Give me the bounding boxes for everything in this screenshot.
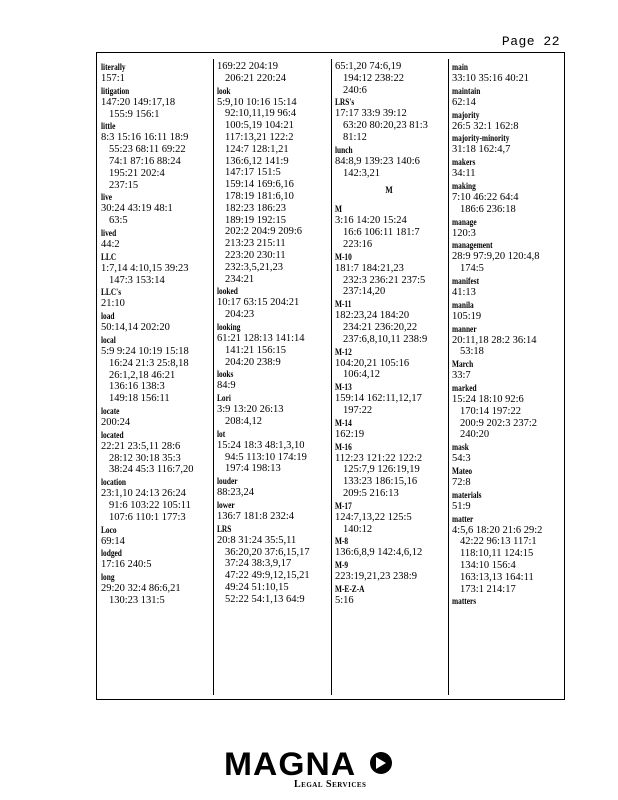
index-reference: 33:10 35:16 40:21 [452,73,530,84]
index-reference: 159:14 162:11,12,17 [335,393,422,405]
index-reference: 136:16 138:3 [109,381,165,393]
index-reference: 202:2 204:9 209:6 [225,226,303,238]
index-reference: 5:9 9:24 10:19 15:18 [101,345,189,357]
index-reference: 84:8,9 139:23 140:6 [335,155,420,167]
index-reference: 186:6 236:18 [460,203,516,215]
arrow-circle-icon [370,752,392,774]
index-term: looks [217,369,234,380]
index-reference: 124:7,13,22 125:5 [335,511,412,523]
index-term: M-E-Z-A [335,583,365,594]
index-reference: 240:20 [460,429,490,441]
index-reference: 26:5 32:1 162:8 [452,120,519,132]
index-reference: 1:7,14 4:10,15 39:23 [101,262,189,274]
index-reference: 232:3,5,21,23 [225,261,284,273]
index-reference: 136:7 181:8 232:4 [217,510,295,522]
section-letter: M [385,186,393,197]
index-reference: 84:9 [217,380,236,392]
index-reference: 169:22 204:19 [217,61,278,72]
index-term: mask [452,442,469,453]
index-reference: 47:22 49:9,12,15,21 [225,570,310,582]
index-reference: 134:10 156:4 [460,559,516,571]
index-reference: 7:10 46:22 64:4 [452,191,519,203]
index-reference: 208:4,12 [225,415,263,427]
index-term: load [101,311,115,322]
index-reference: 5:16 [335,594,354,606]
index-term: majority [452,109,480,120]
index-reference: 223:20 230:11 [225,249,286,261]
index-term: Mateo [452,465,473,476]
index-reference: 112:23 121:22 122:2 [335,452,423,464]
index-reference: 10:17 63:15 204:21 [217,297,300,309]
index-reference: 194:12 238:22 [343,72,404,84]
index-term: M-13 [335,382,352,393]
index-term: local [101,334,116,345]
index-reference: 34:11 [452,168,476,180]
index-reference: 136:6,8,9 142:4,6,12 [335,547,423,559]
index-reference: 20:8 31:24 35:5,11 [217,534,297,546]
index-term: located [101,429,124,440]
logo-wordmark: MAGNA [224,746,357,782]
index-reference: 62:14 [452,96,476,108]
index-reference: 104:20,21 105:16 [335,357,410,369]
index-term: lunch [335,144,353,155]
index-reference: 159:14 169:6,16 [225,179,294,191]
index-term: Lori [217,393,231,404]
index-reference: 213:23 215:11 [225,238,286,250]
index-reference: 133:23 186:15,16 [343,476,418,488]
index-term: matters [452,596,477,607]
index-reference: 105:19 [452,310,482,322]
column-divider [448,59,449,695]
index-term: M-17 [335,500,352,511]
index-term: M-9 [335,560,349,571]
index-reference: 189:19 192:15 [225,214,286,226]
index-reference: 16:6 106:11 181:7 [343,227,420,239]
index-term: lived [101,227,117,238]
index-reference: 206:21 220:24 [225,72,286,84]
index-column-3 [335,61,443,695]
index-term: manage [452,216,477,227]
index-reference: 117:13,21 122:2 [225,131,294,143]
index-reference: 42:22 96:13 117:1 [460,536,537,548]
index-reference: 63:20 80:20,23 81:3 [343,120,428,132]
index-term: majority-minority [452,133,510,144]
index-term: making [452,180,476,191]
index-term: LRS's [335,97,355,108]
index-reference: 17:16 240:5 [101,559,152,571]
index-reference: 106:4,12 [343,369,381,381]
index-term: M-8 [335,536,349,547]
index-term: M-14 [335,417,352,428]
index-reference: 33:7 [452,370,471,382]
index-term: lodged [101,548,122,559]
index-reference: 37:24 38:3,9,17 [225,558,292,570]
index-reference: 100:5,19 104:21 [225,120,294,132]
index-term: marked [452,382,477,393]
index-reference: 234:21 236:20,22 [343,321,418,333]
index-reference: 63:5 [109,215,128,227]
index-reference: 237:15 [109,179,139,191]
index-reference: 29:20 32:4 86:6,21 [101,583,181,595]
index-term: LLC's [101,287,122,298]
index-reference: 120:3 [452,227,476,239]
index-term: long [101,572,115,583]
index-term: looking [217,321,241,332]
index-reference: 170:14 197:22 [460,405,521,417]
index-reference: 38:24 45:3 116:7,20 [109,464,194,476]
index-reference: 173:1 214:17 [460,583,516,595]
index-reference: 118:10,11 124:15 [460,548,534,560]
index-term: louder [217,476,238,487]
index-reference: 240:6 [343,84,367,96]
index-reference: 55:23 68:11 69:22 [109,144,186,156]
index-reference: 61:21 128:13 141:14 [217,332,305,344]
index-reference: 149:18 156:11 [109,393,170,405]
index-term: management [452,240,493,251]
index-reference: 209:5 216:13 [343,487,399,499]
index-reference: 52:22 54:1,13 64:9 [225,593,305,605]
index-term: manila [452,299,474,310]
index-term: manifest [452,275,480,286]
index-reference: 232:3 236:21 237:5 [343,274,426,286]
index-reference: 15:24 18:3 48:1,3,10 [217,439,305,451]
index-reference: 174:5 [460,263,484,275]
index-reference: 20:11,18 28:2 36:14 [452,334,537,346]
index-reference: 26:1,2,18 46:21 [109,369,176,381]
index-reference: 28:9 97:9,20 120:4,8 [452,251,540,263]
index-reference: 147:3 153:14 [109,274,165,286]
index-reference: 181:7 184:21,23 [335,262,404,274]
index-reference: 223:16 [343,238,373,250]
index-reference: 16:24 21:3 25:8,18 [109,357,189,369]
index-term: Loco [101,524,117,535]
index-column-1 [101,61,209,695]
index-term: maintain [452,85,481,96]
index-reference: 130:23 131:5 [109,594,165,606]
index-reference: 3:9 13:20 26:13 [217,404,284,416]
index-term: lot [217,428,226,439]
index-reference: 178:19 181:6,10 [225,190,294,202]
index-reference: 5:9,10 10:16 15:14 [217,96,297,108]
page-label: Page 22 [501,34,560,49]
index-reference: 163:13,13 164:11 [460,571,534,583]
index-reference: 44:2 [101,238,120,250]
index-reference: 31:18 162:4,7 [452,144,511,156]
index-reference: 204:23 [225,309,255,321]
index-term: main [452,62,469,72]
index-term: M-16 [335,441,352,452]
index-reference: 234:21 [225,273,255,285]
index-term: look [217,85,231,96]
index-reference: 36:20,20 37:6,15,17 [225,546,310,558]
index-reference: 141:21 156:15 [225,344,286,356]
index-term: looked [217,286,238,297]
index-reference: 4:5,6 18:20 21:6 29:2 [452,524,543,536]
index-term: literally [101,62,126,72]
index-term: live [101,192,113,203]
index-term: M-10 [335,251,352,262]
index-reference: 51:9 [452,500,471,512]
index-reference: 53:18 [460,346,484,358]
index-reference: 162:19 [335,428,365,440]
index-reference: 140:12 [343,523,373,535]
index-term: M-12 [335,346,352,357]
index-term: M [335,204,342,215]
index-reference: 237:14,20 [343,286,386,298]
index-reference: 200:9 202:3 237:2 [460,417,538,429]
index-term: locate [101,405,120,416]
index-reference: 15:24 18:10 92:6 [452,393,524,405]
index-reference: 72:8 [452,476,471,488]
column-divider [331,59,332,695]
index-reference: 197:22 [343,404,373,416]
index-term: makers [452,157,476,168]
index-term: materials [452,489,482,500]
index-reference: 92:10,11,19 96:4 [225,108,297,120]
index-reference: 200:24 [101,416,131,428]
index-term: little [101,121,116,132]
logo-subtitle: Legal Services [294,779,367,790]
index-reference: 197:4 198:13 [225,463,281,475]
index-reference: 21:10 [101,298,125,310]
index-reference: 155:9 156:1 [109,108,160,120]
index-reference: 8:3 15:16 16:11 18:9 [101,132,189,144]
index-reference: 223:19,21,23 238:9 [335,571,417,583]
index-reference: 28:12 30:18 35:3 [109,452,181,464]
index-term: matter [452,513,474,524]
index-reference: 91:6 103:22 105:11 [109,499,191,511]
index-reference: 94:5 113:10 174:19 [225,451,307,463]
index-reference: 54:3 [452,453,471,465]
index-column-2 [217,61,327,695]
index-reference: 147:20 149:17,18 [101,96,176,108]
index-term: March [452,359,474,370]
index-reference: 107:6 110:1 177:3 [109,511,186,523]
index-column-4 [452,61,562,695]
index-term: LRS [217,523,232,534]
index-reference: 3:16 14:20 15:24 [335,215,407,227]
index-term: M-11 [335,299,352,310]
index-reference: 81:12 [343,131,367,143]
index-frame [96,52,565,700]
index-reference: 195:21 202:4 [109,167,165,179]
index-reference: 69:14 [101,535,125,547]
index-term: LLC [101,251,117,262]
index-reference: 157:1 [101,73,125,84]
index-reference: 125:7,9 126:19,19 [343,464,420,476]
index-term: lower [217,499,235,510]
column-divider [213,59,214,695]
index-reference: 41:13 [452,286,476,298]
index-reference: 204:20 238:9 [225,356,281,368]
index-reference: 182:23 186:23 [225,202,286,214]
index-reference: 65:1,20 74:6,19 [335,61,402,72]
index-reference: 74:1 87:16 88:24 [109,155,181,167]
index-reference: 124:7 128:1,21 [225,143,289,155]
magna-logo [224,746,394,792]
index-term: litigation [101,85,130,96]
index-reference: 23:1,10 24:13 26:24 [101,488,186,500]
index-term: location [101,477,127,488]
index-reference: 147:17 151:5 [225,167,281,179]
index-reference: 136:6,12 141:9 [225,155,289,167]
index-term: manner [452,323,477,334]
index-reference: 142:3,21 [343,167,381,179]
index-reference: 17:17 33:9 39:12 [335,108,407,120]
index-reference: 237:6,8,10,11 238:9 [343,333,428,345]
index-reference: 30:24 43:19 48:1 [101,203,173,215]
index-reference: 88:23,24 [217,487,255,499]
index-reference: 182:23,24 184:20 [335,310,410,322]
index-reference: 22:21 23:5,11 28:6 [101,440,181,452]
index-reference: 50:14,14 202:20 [101,322,170,334]
index-reference: 49:24 51:10,15 [225,581,289,593]
